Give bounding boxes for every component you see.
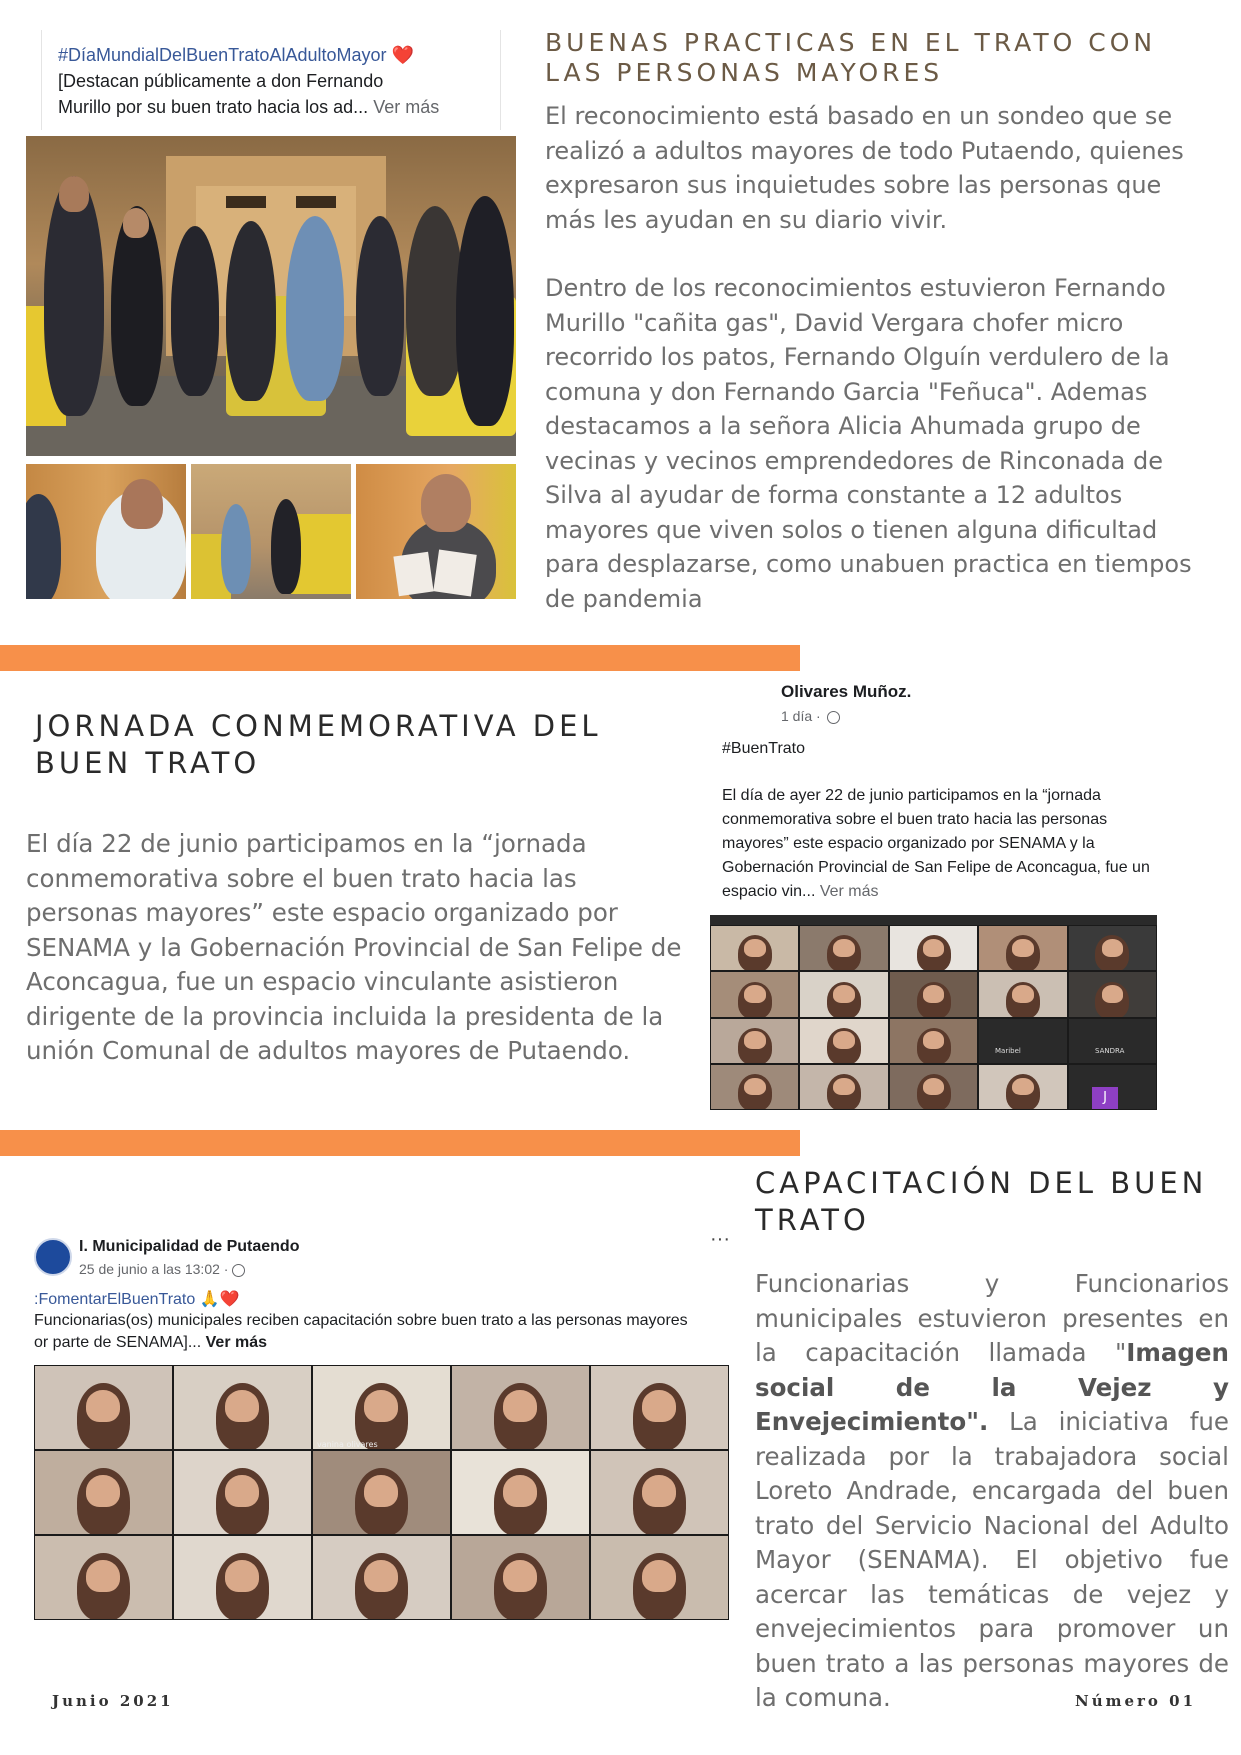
video-tile <box>1069 972 1156 1016</box>
heart-emoji: ❤️ <box>391 45 414 65</box>
participant-face-skin <box>642 1390 675 1422</box>
section1-heading-line2: LAS PERSONAS MAYORES <box>545 58 944 87</box>
video-tile <box>452 1451 589 1534</box>
participant-face-skin <box>1102 985 1123 1003</box>
post-time[interactable]: 1 día · <box>781 708 821 724</box>
video-tile <box>452 1536 589 1619</box>
video-tile <box>174 1366 311 1449</box>
video-tile <box>890 926 977 970</box>
more-options-icon[interactable]: ··· <box>710 1228 730 1250</box>
video-tile <box>174 1536 311 1619</box>
participant-face-skin <box>503 1560 536 1592</box>
video-tile <box>711 1019 798 1063</box>
section-divider-bar-1 <box>0 645 800 671</box>
participant-face-skin <box>833 985 854 1003</box>
post-text: El día de ayer 22 de junio participamos en la “jornada conmemorativa sobre el buen trato hacia las personas mayores” este espacio organizado por SENAMA y la Gobernación Provincial de San Felipe de Aconcagua, fue un espacio vin... <box>722 787 1150 900</box>
video-tile <box>711 926 798 970</box>
globe-icon <box>232 1264 245 1277</box>
section3-heading-line1: CAPACITACIÓN DEL BUEN <box>755 1166 1208 1200</box>
see-more-link-3[interactable]: Ver más <box>205 1334 268 1351</box>
video-tile <box>979 972 1066 1016</box>
video-tile <box>313 1451 450 1534</box>
emoji: 🙏❤️ <box>199 1291 240 1308</box>
participant-face-skin <box>86 1560 119 1592</box>
participant-face-skin <box>833 1031 854 1049</box>
video-tile <box>174 1451 311 1534</box>
video-tile <box>313 1366 450 1449</box>
video-tile <box>35 1451 172 1534</box>
participant-face-skin <box>744 1078 765 1096</box>
section1-heading <box>545 28 1205 88</box>
video-tile <box>591 1366 728 1449</box>
participant-face-skin <box>642 1560 675 1592</box>
post-line-b: or parte de SENAMA]... <box>34 1334 202 1351</box>
participant-face-skin <box>503 1390 536 1422</box>
post-line-1: [Destacan públicamente a don Fernando <box>58 71 384 91</box>
participant-face-skin <box>833 939 854 957</box>
participant-face-skin <box>364 1390 397 1422</box>
post-line-2: Murillo por su buen trato hacia los ad... <box>58 97 369 117</box>
participant-face-skin <box>86 1390 119 1422</box>
post-line-a: Funcionarias(os) municipales reciben capacitación sobre buen trato a las personas mayores <box>34 1312 688 1329</box>
see-more-link-2[interactable]: Ver más <box>819 883 879 900</box>
participant-face-skin <box>364 1560 397 1592</box>
participant-face-skin <box>225 1390 258 1422</box>
section2-body: El día 22 de junio participamos en la “jornada conmemorativa sobre el buen trato hacia las personas mayores” este espacio organizado por SENAMA y la Gobernación Provincial de San Felipe de Aconcagua, fue un espacio vinculante asistieron dirigente de la provincia incluida la presidenta de la unión Comunal de adultos mayores de Putaendo. <box>26 829 682 1065</box>
video-tile <box>1069 1019 1156 1063</box>
post-page-name[interactable]: I. Municipalidad de Putaendo <box>79 1238 300 1255</box>
see-more-link[interactable]: Ver más <box>373 97 440 117</box>
participant-face-skin <box>923 939 944 957</box>
participant-name-vanina: vanina olivares <box>317 1440 378 1449</box>
video-tile <box>35 1536 172 1619</box>
participant-avatar-initial: J <box>1092 1087 1118 1109</box>
thumbnail-photo-1[interactable] <box>26 464 186 599</box>
section1-paragraph-2: Dentro de los reconocimientos estuvieron Fernando Murillo "cañita gas", David Vergara chofer micro recorrido los patos, Fernando Olguín verdulero de la comuna y don Fernando Garcia "Feñuca". Ademas destacamos a la señora Alicia Ahumada grupo de vecinas y vecinos emprendedores de Rinconada de Silva al ayudar de forma constante a 12 adultos mayores que viven solos o tienen alguna dificultad para desplazarse, como unabuen practica en tiempos de pandemia <box>545 274 1192 613</box>
participant-face-skin <box>923 1078 944 1096</box>
participant-face-skin <box>744 985 765 1003</box>
participant-face-skin <box>744 1031 765 1049</box>
fb-post-header-1 <box>41 30 501 130</box>
video-tile <box>800 972 887 1016</box>
footer-issue-number: Número 01 <box>1075 1692 1197 1710</box>
participant-face-skin <box>923 1031 944 1049</box>
participant-face-skin <box>923 985 944 1003</box>
video-tile <box>890 1019 977 1063</box>
participant-face-skin <box>1102 939 1123 957</box>
thumbnail-photo-2[interactable] <box>191 464 351 599</box>
section2-heading-line2: BUEN TRATO <box>35 746 261 780</box>
section3-heading <box>755 1165 1225 1239</box>
post-hashtag-buentrato[interactable]: #BuenTrato <box>722 740 806 757</box>
video-tile <box>890 972 977 1016</box>
section1-heading-line1: BUENAS PRACTICAS EN EL TRATO CON <box>545 28 1157 57</box>
video-tile <box>711 1065 798 1109</box>
video-tile <box>452 1366 589 1449</box>
video-tile <box>890 1065 977 1109</box>
participant-face-skin <box>225 1475 258 1507</box>
section3-heading-line2: TRATO <box>755 1203 870 1237</box>
municipality-logo[interactable] <box>34 1238 72 1276</box>
section2-heading-line1: JORNADA CONMEMORATIVA DEL <box>35 709 602 743</box>
post-time-3[interactable]: 25 de junio a las 13:02 · <box>79 1261 229 1277</box>
section3-body-b: La iniciativa fue realizada por la trabajadora social Loreto Andrade, encargada del buen trato del Servicio Nacional del Adulto Mayor (SENAMA). El objetivo fue acercar las temáticas de vejez y envejecimientos para promover un buen trato a las personas mayores de la comuna. <box>755 1407 1229 1712</box>
video-tile <box>591 1536 728 1619</box>
video-tile <box>800 926 887 970</box>
footer-date: Junio 2021 <box>52 1692 174 1710</box>
zoom-meeting-screenshot-1 <box>710 915 1157 1110</box>
video-tile <box>35 1366 172 1449</box>
video-tile <box>800 1065 887 1109</box>
thumbnail-photo-3[interactable] <box>356 464 516 599</box>
section3-body-bold: Imagen social de la Vejez y Envejecimiento". <box>755 1338 1229 1436</box>
video-tile <box>979 1065 1066 1109</box>
video-tile <box>711 972 798 1016</box>
participant-face-skin <box>1012 1078 1033 1096</box>
video-tile <box>979 926 1066 970</box>
participant-face-skin <box>86 1475 119 1507</box>
participant-name-maribel: Maribel <box>995 1047 1021 1055</box>
video-tile <box>591 1451 728 1534</box>
video-tile <box>1069 926 1156 970</box>
participant-face-skin <box>225 1560 258 1592</box>
zoom-meeting-screenshot-2 <box>34 1365 729 1620</box>
participant-face-skin <box>833 1078 854 1096</box>
participant-face-skin <box>1012 985 1033 1003</box>
post-author[interactable]: Olivares Muñoz. <box>781 682 912 701</box>
globe-icon <box>827 711 840 724</box>
post-hashtag-fomentar[interactable]: :FomentarElBuenTrato <box>34 1291 196 1308</box>
participant-face-skin <box>364 1475 397 1507</box>
video-tile <box>313 1536 450 1619</box>
recognition-group-photo <box>26 136 516 456</box>
video-tile <box>800 1019 887 1063</box>
participant-face-skin <box>642 1475 675 1507</box>
section-divider-bar-2 <box>0 1130 800 1156</box>
section2-heading <box>35 708 675 782</box>
video-tile <box>979 1019 1066 1063</box>
section3-body <box>755 1267 1229 1716</box>
section3-body-a: Funcionarias y Funcionarios municipales estuvieron presentes en la capacitación llamada " <box>755 1269 1229 1367</box>
participant-name-sandra: SANDRA <box>1095 1047 1125 1055</box>
post-hashtag[interactable]: #DíaMundialDelBuenTratoAlAdultoMayor <box>58 45 387 65</box>
participant-face-skin <box>744 939 765 957</box>
section1-paragraph-1: El reconocimiento está basado en un sondeo que se realizó a adultos mayores de todo Putaendo, quienes expresaron sus inquietudes sobre las personas que más les ayudan en su diario vivir. <box>545 102 1184 234</box>
participant-face-skin <box>1012 939 1033 957</box>
participant-face-skin <box>503 1475 536 1507</box>
